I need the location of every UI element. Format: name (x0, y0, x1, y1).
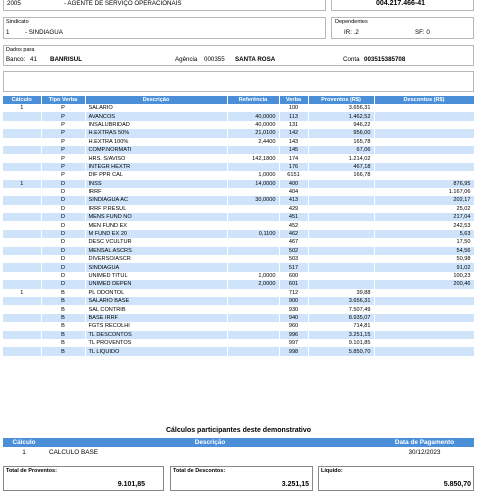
table-row (3, 263, 474, 271)
table-row (3, 213, 474, 221)
cell-descricao: H.EXTRA 100% (85, 138, 227, 146)
cell-proventos: 3.656,31 (308, 104, 374, 112)
cell-verba: 462 (279, 230, 308, 238)
calc-row-descricao: CALCULO BASE (49, 448, 99, 456)
cell-verba: 145 (279, 146, 308, 154)
conta-value: 003515385708 (364, 56, 406, 63)
cell-referencia: 1,0000 (227, 272, 279, 280)
sindicato-label: Sindicato (6, 19, 29, 25)
cell-calculo (3, 247, 41, 255)
sindicato-name: - SINDIAGUA (25, 29, 63, 36)
cell-calculo (3, 121, 41, 129)
cell-tipo-verba: P (41, 121, 85, 129)
banco-name: BANRISUL (50, 56, 82, 63)
cell-descricao: SINDIAGUA AC (85, 196, 227, 204)
cell-referencia: 30,0000 (227, 196, 279, 204)
cell-calculo (3, 112, 41, 120)
cell-verba: 404 (279, 188, 308, 196)
table-row (3, 138, 474, 146)
cell-tipo-verba: B (41, 305, 85, 313)
cell-descricao: IRRF (85, 188, 227, 196)
col-header-proventos: Proventos (R$) (308, 96, 374, 104)
cell-tipo-verba: P (41, 104, 85, 112)
cell-descricao: MEN FUND EX (85, 221, 227, 229)
cell-descontos (374, 146, 474, 154)
table-row (3, 163, 474, 171)
cell-verba: 451 (279, 213, 308, 221)
cell-referencia (227, 221, 279, 229)
calc-row-calculo: 1 (22, 448, 26, 456)
cell-referencia: 2,0000 (227, 280, 279, 288)
cell-descontos: 200,46 (374, 280, 474, 288)
cell-tipo-verba: B (41, 331, 85, 339)
cell-descricao: MENSAL ASCRS (85, 247, 227, 255)
cell-calculo (3, 263, 41, 271)
cell-proventos: 39,88 (308, 289, 374, 297)
sindicato-code: 1 (6, 29, 10, 36)
table-row (3, 196, 474, 204)
cell-tipo-verba: P (41, 154, 85, 162)
employee-cpf-box (331, 0, 474, 11)
cell-verba: 113 (279, 112, 308, 120)
cell-calculo (3, 314, 41, 322)
cell-tipo-verba: P (41, 163, 85, 171)
banco-label: Banco: (6, 56, 26, 63)
table-row (3, 339, 474, 347)
cell-calculo (3, 305, 41, 313)
cell-referencia (227, 146, 279, 154)
liquido-label: Líquido: (321, 468, 343, 474)
cell-verba: 996 (279, 331, 308, 339)
cell-tipo-verba: D (41, 280, 85, 288)
cell-referencia: 2,4400 (227, 138, 279, 146)
cell-referencia (227, 263, 279, 271)
table-row (3, 146, 474, 154)
dependentes-ir: IR: .2 (344, 29, 359, 36)
cell-descontos (374, 138, 474, 146)
table-row (3, 121, 474, 129)
cell-referencia (227, 104, 279, 112)
cell-proventos: 67,06 (308, 146, 374, 154)
table-row (3, 221, 474, 229)
cell-referencia (227, 331, 279, 339)
cell-descricao: FGTS RECOLHI (85, 322, 227, 330)
cell-verba: 176 (279, 163, 308, 171)
cell-verba: 960 (279, 322, 308, 330)
table-row (3, 180, 474, 188)
cell-verba: 100 (279, 104, 308, 112)
cell-descontos: 876,95 (374, 180, 474, 188)
cell-tipo-verba: P (41, 146, 85, 154)
calc-section-title: Cálculos participantes deste demonstrativo (165, 427, 312, 434)
cell-descricao: SAL CONTRIB (85, 305, 227, 313)
calc-table (3, 438, 474, 457)
cell-descontos (374, 322, 474, 330)
payroll-table-header (3, 96, 474, 104)
col-header-tipo-verba: Tipo Verba (41, 96, 85, 104)
cell-tipo-verba: P (41, 129, 85, 137)
liquido-value: 5.850,70 (443, 481, 471, 488)
cell-calculo (3, 339, 41, 347)
cell-verba: 400 (279, 180, 308, 188)
cell-calculo: 1 (3, 104, 41, 112)
cell-referencia (227, 255, 279, 263)
cell-tipo-verba: B (41, 297, 85, 305)
cell-calculo: 1 (3, 289, 41, 297)
cell-verba: 997 (279, 339, 308, 347)
cell-referencia: 1,0000 (227, 171, 279, 179)
cell-descontos (374, 121, 474, 129)
cell-tipo-verba: D (41, 272, 85, 280)
cell-descontos (374, 297, 474, 305)
cell-tipo-verba: P (41, 171, 85, 179)
cell-descricao: AVANCOS (85, 112, 227, 120)
cell-calculo (3, 213, 41, 221)
cell-proventos: 956,00 (308, 129, 374, 137)
calc-header-calculo: Cálculo (3, 438, 45, 447)
cell-tipo-verba: B (41, 339, 85, 347)
cell-tipo-verba: D (41, 263, 85, 271)
cell-verba: 6151 (279, 171, 308, 179)
cell-descontos: 25,02 (374, 205, 474, 213)
table-row (3, 188, 474, 196)
cell-proventos: 467,18 (308, 163, 374, 171)
cell-calculo (3, 272, 41, 280)
liquido-box (318, 466, 474, 491)
cell-calculo (3, 146, 41, 154)
col-header-referencia: Referência (227, 96, 279, 104)
cell-descricao: TL DESCONTOS (85, 331, 227, 339)
cell-verba: 503 (279, 255, 308, 263)
table-row (3, 331, 474, 339)
bank-section-label: Dados para (6, 47, 35, 53)
cell-descricao: H.EXTRAS 50% (85, 129, 227, 137)
bank-box (3, 45, 474, 66)
cell-descontos: 242,53 (374, 221, 474, 229)
cell-calculo (3, 331, 41, 339)
cell-proventos (308, 247, 374, 255)
cell-verba: 600 (279, 272, 308, 280)
cell-descricao: TL LIQUIDO (85, 347, 227, 355)
cell-tipo-verba: D (41, 221, 85, 229)
cell-descricao: TL PROVENTOS (85, 339, 227, 347)
cell-proventos: 946,22 (308, 121, 374, 129)
cell-calculo (3, 255, 41, 263)
cell-verba: 452 (279, 221, 308, 229)
cell-tipo-verba: B (41, 314, 85, 322)
table-row (3, 289, 474, 297)
cell-descricao: HRS. S/AVISO (85, 154, 227, 162)
table-row (3, 322, 474, 330)
cell-proventos: 3.656,31 (308, 297, 374, 305)
payroll-table (3, 96, 475, 356)
cell-verba: 131 (279, 121, 308, 129)
calc-row-data: 30/12/2023 (408, 448, 441, 456)
cell-descontos (374, 104, 474, 112)
cell-calculo (3, 138, 41, 146)
cell-referencia (227, 205, 279, 213)
cell-verba: 429 (279, 205, 308, 213)
cell-descricao: SALARIO BASE (85, 297, 227, 305)
banco-code: 41 (30, 56, 37, 63)
cell-descontos (374, 163, 474, 171)
cell-referencia (227, 297, 279, 305)
table-row (3, 347, 474, 355)
cell-proventos: 8.935,07 (308, 314, 374, 322)
cell-verba: 143 (279, 138, 308, 146)
cell-tipo-verba: D (41, 238, 85, 246)
cell-descricao: INSALUBRIDAD (85, 121, 227, 129)
cell-referencia (227, 314, 279, 322)
cell-calculo (3, 297, 41, 305)
cell-verba: 601 (279, 280, 308, 288)
total-proventos-value: 9.101,85 (117, 481, 145, 488)
cell-proventos (308, 196, 374, 204)
cell-tipo-verba: P (41, 138, 85, 146)
table-row (3, 238, 474, 246)
table-row (3, 255, 474, 263)
cell-descricao: M FUND EX 20 (85, 230, 227, 238)
cell-proventos (308, 230, 374, 238)
cell-proventos: 7.507,49 (308, 305, 374, 313)
cell-referencia (227, 305, 279, 313)
cell-referencia: 0,1100 (227, 230, 279, 238)
cell-descontos: 54,56 (374, 247, 474, 255)
cell-referencia (227, 238, 279, 246)
calc-row (3, 447, 474, 457)
cell-descricao: PL ODONTOL (85, 289, 227, 297)
cell-verba: 940 (279, 314, 308, 322)
table-row (3, 154, 474, 162)
cell-descontos (374, 331, 474, 339)
calc-header-data: Data de Pagamento (375, 438, 474, 447)
dependentes-sf: SF: 0 (415, 29, 430, 36)
table-row (3, 171, 474, 179)
cell-tipo-verba: D (41, 255, 85, 263)
cell-calculo (3, 221, 41, 229)
empty-notes-box (3, 71, 474, 92)
total-descontos-box (170, 466, 313, 491)
cell-referencia: 142,1800 (227, 154, 279, 162)
cell-tipo-verba: B (41, 347, 85, 355)
cell-descricao: MENS FUND NO (85, 213, 227, 221)
cell-calculo: 1 (3, 180, 41, 188)
cell-verba: 502 (279, 247, 308, 255)
dependentes-label: Dependentes (335, 19, 368, 25)
total-descontos-label: Total de Descontos: (173, 468, 226, 474)
employee-role: - AGENTE DE SERVIÇO OPERACIONAIS (64, 0, 182, 7)
cell-descontos: 5,63 (374, 230, 474, 238)
cell-verba: 174 (279, 154, 308, 162)
table-row (3, 305, 474, 313)
cell-calculo (3, 196, 41, 204)
employee-cpf: 004.217.466-41 (376, 0, 426, 7)
cell-descontos: 91,02 (374, 263, 474, 271)
cell-tipo-verba: D (41, 247, 85, 255)
cell-proventos: 5.850,70 (308, 347, 374, 355)
cell-tipo-verba: D (41, 196, 85, 204)
cell-calculo (3, 280, 41, 288)
cell-proventos: 165,78 (308, 138, 374, 146)
cell-calculo (3, 163, 41, 171)
cell-descricao: DIF PPR CAL (85, 171, 227, 179)
cell-referencia (227, 347, 279, 355)
cell-descricao: INSS (85, 180, 227, 188)
cell-referencia (227, 289, 279, 297)
cell-proventos (308, 272, 374, 280)
sindicato-box (3, 17, 326, 39)
col-header-descricao: Descrição (85, 96, 227, 104)
cell-proventos (308, 188, 374, 196)
cell-descontos: 1.167,06 (374, 188, 474, 196)
table-row (3, 230, 474, 238)
cell-tipo-verba: D (41, 188, 85, 196)
cell-referencia (227, 339, 279, 347)
cell-descontos (374, 112, 474, 120)
cell-referencia: 40,0000 (227, 112, 279, 120)
total-descontos-value: 3.251,15 (281, 481, 309, 488)
col-header-descontos: Descontos (R$) (374, 96, 474, 104)
calc-header-descricao: Descrição (45, 438, 375, 447)
cell-proventos: 1.214,02 (308, 154, 374, 162)
cell-proventos (308, 263, 374, 271)
cell-descontos (374, 339, 474, 347)
col-header-calculo: Cálculo (3, 96, 41, 104)
total-proventos-label: Total de Proventos: (6, 468, 57, 474)
cell-proventos (308, 213, 374, 221)
cell-descricao: DESC VCULTUR (85, 238, 227, 246)
cell-verba: 467 (279, 238, 308, 246)
cell-proventos (308, 205, 374, 213)
cell-verba: 413 (279, 196, 308, 204)
cell-calculo (3, 154, 41, 162)
cell-descricao: UNIMED DEPEN (85, 280, 227, 288)
cell-descontos (374, 305, 474, 313)
cell-tipo-verba: B (41, 289, 85, 297)
cell-descontos: 17,50 (374, 238, 474, 246)
employee-role-box (3, 0, 326, 11)
cell-tipo-verba: D (41, 230, 85, 238)
cell-verba: 930 (279, 305, 308, 313)
cell-descricao: INTEGR HEXTR (85, 163, 227, 171)
cell-descricao: SINDIAGUA (85, 263, 227, 271)
cell-calculo (3, 188, 41, 196)
cell-referencia (227, 188, 279, 196)
cell-calculo (3, 230, 41, 238)
cell-proventos: 1.462,52 (308, 112, 374, 120)
cell-verba: 712 (279, 289, 308, 297)
cell-tipo-verba: D (41, 205, 85, 213)
cell-calculo (3, 347, 41, 355)
table-row (3, 314, 474, 322)
cell-descontos: 217,04 (374, 213, 474, 221)
cell-tipo-verba: B (41, 322, 85, 330)
cell-verba: 998 (279, 347, 308, 355)
cell-proventos: 166,78 (308, 171, 374, 179)
agencia-label: Agência (175, 56, 198, 63)
cell-descontos: 50,98 (374, 255, 474, 263)
cell-proventos (308, 280, 374, 288)
cell-proventos: 3.251,15 (308, 331, 374, 339)
cell-tipo-verba: D (41, 213, 85, 221)
table-row (3, 205, 474, 213)
cell-proventos: 714,81 (308, 322, 374, 330)
cell-descontos: 100,23 (374, 272, 474, 280)
cell-referencia: 14,0000 (227, 180, 279, 188)
cell-proventos: 9.101,85 (308, 339, 374, 347)
cell-descontos (374, 154, 474, 162)
dependentes-box (331, 17, 474, 39)
cell-descricao: COMP.NORMATI (85, 146, 227, 154)
cell-descricao: SALARIO (85, 104, 227, 112)
cell-descontos (374, 314, 474, 322)
employee-code: 2005 (7, 0, 21, 7)
cell-descricao: UNIMED TITUL (85, 272, 227, 280)
col-header-verba: Verba (279, 96, 308, 104)
cell-descontos (374, 347, 474, 355)
table-row (3, 272, 474, 280)
cell-descontos: 202,17 (374, 196, 474, 204)
cell-descricao: BASE IRRF (85, 314, 227, 322)
cell-descontos (374, 129, 474, 137)
agencia-code: 000355 (204, 56, 225, 63)
cell-referencia: 21,0100 (227, 129, 279, 137)
cell-descontos (374, 171, 474, 179)
table-row (3, 297, 474, 305)
cell-calculo (3, 205, 41, 213)
cell-descricao: DIVERSO/ASCR (85, 255, 227, 263)
cell-proventos (308, 238, 374, 246)
cell-tipo-verba: D (41, 180, 85, 188)
cell-verba: 517 (279, 263, 308, 271)
cell-referencia (227, 163, 279, 171)
table-row (3, 247, 474, 255)
cell-calculo (3, 322, 41, 330)
cell-proventos (308, 180, 374, 188)
cell-descricao: IRRF P.RESUL (85, 205, 227, 213)
conta-label: Conta (343, 56, 360, 63)
table-row (3, 129, 474, 137)
total-proventos-box (3, 466, 164, 491)
table-row (3, 112, 474, 120)
cell-referencia (227, 322, 279, 330)
cell-referencia: 40,0000 (227, 121, 279, 129)
cell-referencia (227, 247, 279, 255)
cell-proventos (308, 221, 374, 229)
agencia-name: SANTA ROSA (235, 56, 276, 63)
table-row (3, 280, 474, 288)
cell-proventos (308, 255, 374, 263)
cell-calculo (3, 129, 41, 137)
table-row (3, 104, 474, 112)
cell-descontos (374, 289, 474, 297)
cell-verba: 142 (279, 129, 308, 137)
cell-calculo (3, 238, 41, 246)
cell-calculo (3, 171, 41, 179)
cell-verba: 900 (279, 297, 308, 305)
cell-tipo-verba: P (41, 112, 85, 120)
cell-referencia (227, 213, 279, 221)
